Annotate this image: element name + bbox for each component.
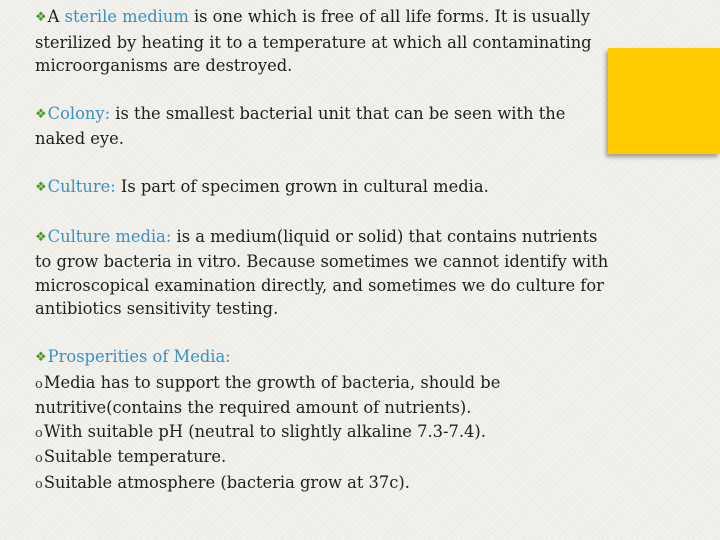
- open-circle-icon: o: [35, 425, 43, 441]
- culture-definition: Is part of specimen grown in cultural media.: [115, 176, 489, 196]
- slide-content: [35, 5, 610, 497]
- paragraph-colony: [35, 102, 610, 151]
- term-colony: Colony:: [47, 103, 111, 123]
- open-circle-icon: o: [35, 476, 43, 492]
- term-culture-media: Culture media:: [47, 226, 172, 246]
- list-item: [35, 445, 610, 471]
- diamond-bullet-icon: ❖: [35, 179, 47, 195]
- diamond-bullet-icon: ❖: [35, 349, 47, 365]
- list-item-text: Suitable temperature.: [43, 447, 227, 467]
- sterile-prefix: A: [47, 7, 65, 26]
- section-prosperities: [35, 345, 610, 497]
- diamond-bullet-icon: ❖: [35, 10, 47, 25]
- list-item-text: Media has to support the growth of bacteria, should be nutritive(contains the required amount of nutrients).: [35, 372, 501, 418]
- list-item-text: Suitable atmosphere (bacteria grow at 37c).: [43, 472, 410, 492]
- paragraph-culture: [35, 175, 610, 201]
- list-item-text: With suitable pH (neutral to slightly alkaline 7.3-7.4).: [43, 421, 486, 441]
- paragraph-sterile-medium: [35, 5, 610, 78]
- yellow-accent-box: [608, 48, 720, 154]
- sterile-definition: is one which is free of all life forms. It is usually sterilized by heating it to a temperature at which all contaminating microorganisms are destroyed.: [35, 7, 592, 76]
- list-item: [35, 471, 610, 497]
- term-culture: Culture:: [47, 176, 116, 196]
- colony-definition: is the smallest bacterial unit that can be seen with the naked eye.: [35, 103, 566, 149]
- prosperities-heading-line: [35, 345, 610, 371]
- culture-media-definition: is a medium(liquid or solid) that contains nutrients to grow bacteria in vitro. Because sometimes we cannot identify with microscopical examination directly, and sometimes we do culture for antibiotics sensitivity testing.: [35, 226, 609, 319]
- open-circle-icon: o: [35, 376, 43, 392]
- open-circle-icon: o: [35, 451, 43, 467]
- list-item: [35, 371, 610, 420]
- list-item: [35, 420, 610, 446]
- prosperities-heading: Prosperities of Media:: [47, 346, 231, 366]
- diamond-bullet-icon: ❖: [35, 229, 47, 245]
- diamond-bullet-icon: ❖: [35, 106, 47, 122]
- term-sterile-medium: sterile medium: [64, 7, 189, 26]
- paragraph-culture-media: [35, 225, 610, 321]
